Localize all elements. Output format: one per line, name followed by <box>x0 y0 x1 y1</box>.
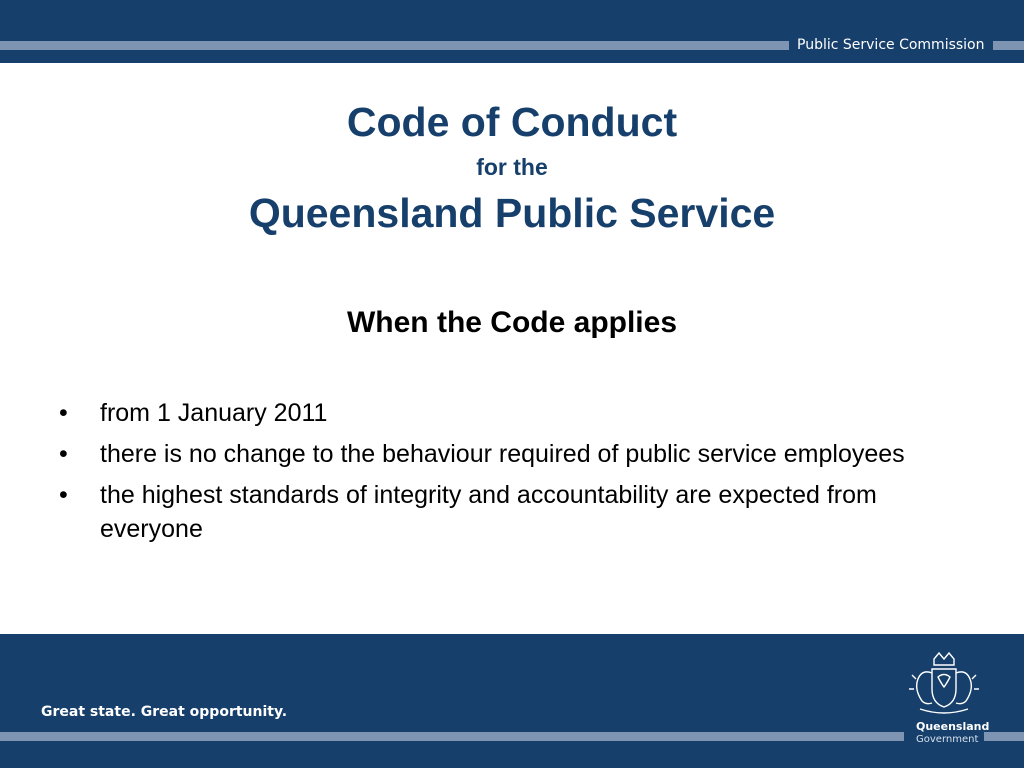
title-line-3: Queensland Public Service <box>248 190 776 236</box>
list-item <box>56 478 956 546</box>
footer-tagline: Great state. Great opportunity. <box>41 704 288 720</box>
bullet-icon: • <box>59 440 68 468</box>
queensland-government-logo <box>904 649 990 749</box>
bullet-list <box>56 396 956 553</box>
header-bar <box>0 0 1024 63</box>
queensland-crest-icon <box>904 649 984 719</box>
title-line-1: Code of Conduct <box>346 99 678 145</box>
section-heading: When the Code applies <box>346 306 678 339</box>
bullet-icon: • <box>59 481 68 509</box>
footer-bar <box>0 634 1024 768</box>
bullet-text: there is no change to the behaviour required of public service employees <box>100 440 905 468</box>
list-item <box>56 437 956 471</box>
slide-title <box>0 98 1024 238</box>
logo-subtitle: Government <box>916 734 979 745</box>
bullet-icon: • <box>59 399 68 427</box>
footer-stripe <box>0 732 1024 741</box>
bullet-text: from 1 January 2011 <box>100 399 328 427</box>
bullet-text: the highest standards of integrity and accountability are expected from everyone <box>100 481 877 543</box>
list-item <box>56 396 956 430</box>
logo-name: Queensland <box>916 720 990 733</box>
organization-name: Public Service Commission <box>789 35 993 56</box>
title-line-2: for the <box>476 154 548 180</box>
